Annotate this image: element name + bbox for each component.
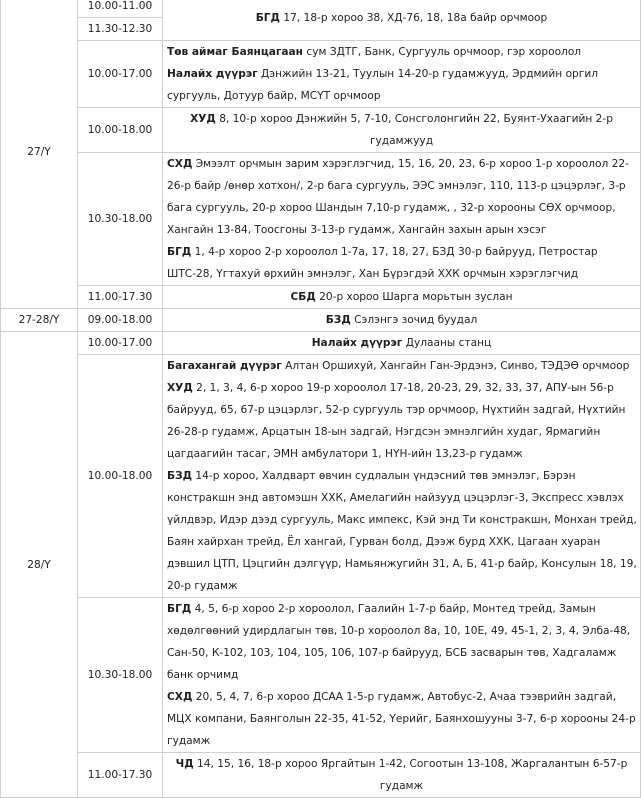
table-row <box>1 332 641 355</box>
district-name: ХУД <box>167 382 193 394</box>
area-paragraph <box>167 63 638 107</box>
area-text: 14-р хороо, Халдварт өвчин судлалын үндэсний төв эмнэлэг, Бэрэн констракшн энд автомэшн ХХК, Амелагийн найзууд цэцэрлэг-3, Экспресс хэвлэх үйлдвэр, Идэр дээд сургууль, Макс импекс, Кэй энд Ти констракшн, Монхан трейд, Баян хайрхан трейд, Ёл хангай, Гурван болд, Дээж бурд ХХК, Цагаан хуаран дэвшил ЦТП, Цэцгийн дэлгүүр, Намьянжугийн 31, А, Б, 41-р байр, Консулын 18, 19, 20-р гудамж <box>167 470 637 592</box>
district-name: Багахангай дүүрэг <box>167 360 282 372</box>
district-name: БГД <box>167 603 192 615</box>
area-text: 1, 4-р хороо 2-р хороолол 1-7а, 17, 18, 27, БЗД 30-р байрууд, Петростар ШТС-28, Үгтахуй өрхийн эмнэлэг, Хан Бүрэгдэй ХХК орчмын хэрэглэгчид <box>167 246 598 280</box>
district-name: ЧД <box>175 758 194 770</box>
area-paragraph <box>167 377 638 465</box>
time-cell: 11.00-17.30 <box>78 286 163 309</box>
area-paragraph <box>167 41 638 63</box>
area-cell <box>163 286 641 309</box>
district-name: БЗД <box>167 470 193 482</box>
area-text: 20, 5, 4, 7, 6-р хороо ДСАА 1-5-р гудамж, Автобус-2, Ачаа тээврийн задгай, МЦХ компани, Баянголын 22-35, 41-52, Үерийг, Баянхошууны 3-7, 6-р хорооны 24-р гудамж <box>167 691 636 747</box>
area-cell <box>163 332 641 355</box>
district-name: СБД <box>290 291 316 303</box>
date-cell: 27/Y <box>1 0 78 309</box>
date-cell: 27-28/Y <box>1 309 78 332</box>
area-text: 2, 1, 3, 4, 6-р хороо 19-р хороолол 17-18, 20-23, 29, 32, 33, 37, АПУ-ын 56-р байрууд, 65, 67-р цэцэрлэг, 52-р сургууль тэр орчмоор, Нүхтийн задгай, Нүхтийн 26-28-р гудамж, Арцатын 18-ын задгай, Нэгдсэн эмнэлгийн худаг, Ярмагийн цагдаагийн тасаг, ЭМН амбулатори 1, НҮН-ийн 13,23-р гудамж <box>167 382 626 460</box>
area-text: сум ЗДТГ, Банк, Сургууль орчмоор, гэр хороолол <box>306 46 582 58</box>
area-text: 14, 15, 16, 18-р хороо Яргайтын 1-42, Согоотын 13-108, Жаргалантын 6-57-р гудамж <box>197 758 628 792</box>
time-cell: 10.30-18.00 <box>78 153 163 286</box>
area-cell <box>163 0 641 41</box>
time-cell: 10.00-18.00 <box>78 355 163 598</box>
time-cell: 11.30-12.30 <box>78 18 163 41</box>
time-cell: 10.00-11.00 <box>78 0 163 18</box>
time-cell: 10.00-18.00 <box>78 108 163 153</box>
district-name: Налайх дүүрэг <box>167 68 258 80</box>
area-paragraph <box>167 153 638 241</box>
time-cell: 10.00-17.00 <box>78 41 163 108</box>
area-cell <box>163 753 641 798</box>
district-name: Налайх дүүрэг <box>311 337 403 349</box>
area-text: 8, 10-р хороо Дэнжийн 5, 7-10, Сонсголонгийн 22, Буянт-Ухаагийн 2-р гудамжууд <box>219 113 613 147</box>
area-text: Алтан Оршихуй, Хангайн Ган-Эрдэнэ, Синво, ТЭДЭӨ орчмоор <box>285 360 630 372</box>
table-row <box>1 309 641 332</box>
table-row <box>1 598 641 753</box>
time-cell: 09.00-18.00 <box>78 309 163 332</box>
area-text: 4, 5, 6-р хороо 2-р хороолол, Гаалийн 1-7-р байр, Монтед трейд, Замын хөдөлгөөний удирдлагын төв, 10-р хороолол 8а, 10, 10Е, 49, 45-1, 2, 3, 4, Элба-48, Сан-50, К-102, 103, 104, 105, 106, 107-р байрууд, БСБ засварын төв, Хадгаламж банк орчимд <box>167 603 631 681</box>
area-cell <box>163 108 641 153</box>
area-paragraph <box>167 686 638 752</box>
area-cell <box>163 355 641 598</box>
district-name: ХУД <box>190 113 216 125</box>
time-cell: 11.00-17.30 <box>78 753 163 798</box>
district-name: СХД <box>167 158 193 170</box>
district-name: БГД <box>255 11 280 24</box>
area-paragraph <box>167 355 638 377</box>
table-row <box>1 286 641 309</box>
area-text: Дэнжийн 13-21, Туулын 14-20-р гудамжууд, Эрдмийн оргил сургууль, Дотуур байр, МСҮТ орчмоор <box>167 68 599 102</box>
area-paragraph <box>167 241 638 285</box>
district-name: БЗД <box>325 314 351 326</box>
area-paragraph <box>167 465 638 597</box>
district-name: Төв аймаг Баянцагаан <box>167 46 303 58</box>
area-text: 17, 18-р хороо 38, ХД-76, 18, 18а байр орчмоор <box>283 11 548 24</box>
area-cell <box>163 309 641 332</box>
table-row <box>1 0 641 18</box>
time-cell: 10.30-18.00 <box>78 598 163 753</box>
table-row <box>1 153 641 286</box>
table-row <box>1 41 641 108</box>
area-cell <box>163 153 641 286</box>
district-name: БГД <box>167 246 192 258</box>
area-paragraph <box>167 598 638 686</box>
area-text: 20-р хороо Шарга морьтын зуслан <box>319 291 513 303</box>
table-row <box>1 108 641 153</box>
district-name: СХД <box>167 691 193 703</box>
time-cell: 10.00-17.00 <box>78 332 163 355</box>
area-cell <box>163 41 641 108</box>
area-text: Дулааны станц <box>405 337 492 349</box>
area-cell <box>163 598 641 753</box>
table-row <box>1 753 641 798</box>
area-text: Эмээлт орчмын зарим хэрэглэгчид, 15, 16, 20, 23, 6-р хороо 1-р хороолол 22-26-р байр /өнөр хотхон/, 2-р бага сургууль, ЭЭС эмнэлэг, 110, 113-р цэцэрлэг, 3-р бага сургууль, 20-р хороо Шандын 7,10-р гудамж, , 32-р хорооны СӨХ орчмоор, Хангайн 13-84, Тоосгоны 3-13-р гудамж, Хангайн захын арын хэсэг <box>167 158 629 236</box>
date-cell: 28/Y <box>1 332 78 798</box>
area-text: Сэлэнгэ зочид буудал <box>354 314 478 326</box>
table-row <box>1 355 641 598</box>
